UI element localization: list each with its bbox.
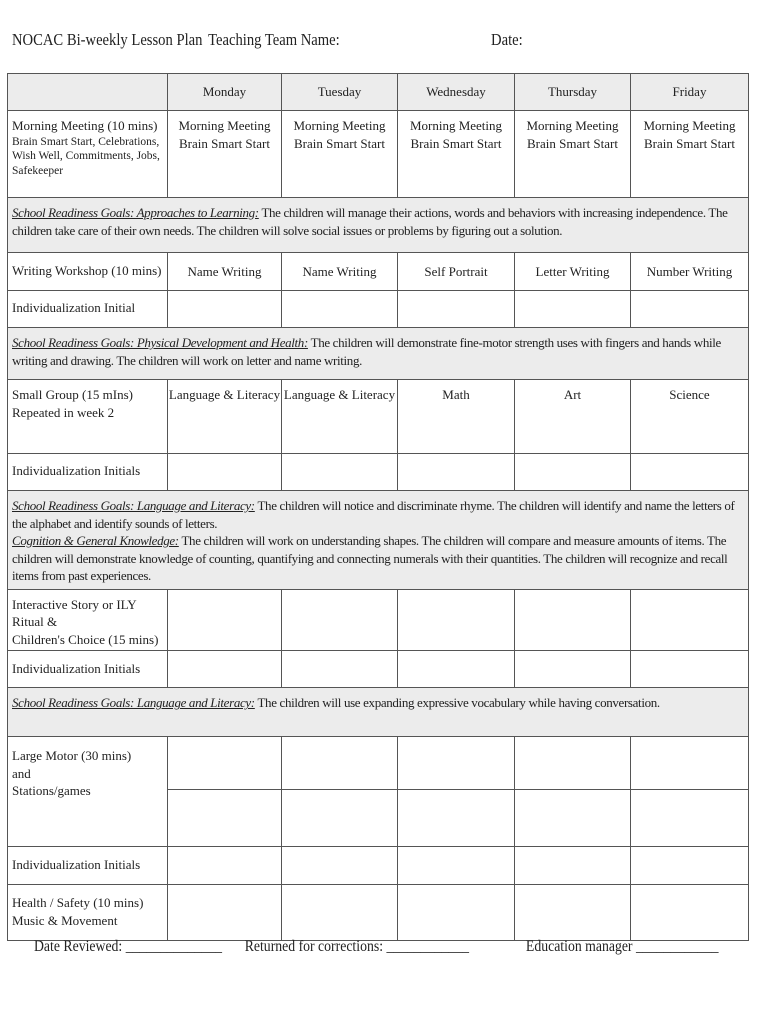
individualization-cell[interactable] <box>515 454 631 491</box>
individualization-cell[interactable] <box>398 651 515 688</box>
health-safety-label: Health / Safety (10 mins) <box>12 895 144 911</box>
stations-cell[interactable] <box>398 790 515 847</box>
cell-line: Morning Meeting <box>643 118 736 133</box>
returned-for-corrections-field[interactable]: Returned for corrections: ____________ <box>244 938 470 955</box>
individualization-cell[interactable] <box>398 291 515 328</box>
stations-cell[interactable] <box>282 790 398 847</box>
story-cell[interactable] <box>398 589 515 651</box>
goal-text: The children will manage their actions, words and behaviors with increasing independence. The children take care of their own needs. The children will solve social issues or problems by figuring out a solution. <box>12 205 728 238</box>
large-motor-label-cell <box>8 737 168 847</box>
writing-cell-tuesday[interactable]: Name Writing <box>282 253 398 291</box>
large-motor-cell[interactable] <box>282 737 398 790</box>
day-header-monday: Monday <box>168 74 282 111</box>
health-safety-cell[interactable] <box>631 885 749 941</box>
individualization-cell[interactable] <box>282 651 398 688</box>
small-group-cell-friday[interactable]: Science <box>631 380 749 454</box>
individualization-cell[interactable] <box>282 291 398 328</box>
large-motor-stations: Stations/games <box>12 783 91 799</box>
cell-line: Brain Smart Start <box>179 135 270 151</box>
small-group-row <box>8 380 749 454</box>
cell-line: Brain Smart Start <box>410 135 502 151</box>
stations-cell[interactable] <box>631 790 749 847</box>
goal-literacy-cognition-row <box>8 491 749 590</box>
large-motor-cell[interactable] <box>168 737 282 790</box>
individualization-row-2 <box>8 454 749 491</box>
music-movement-label: Music & Movement <box>12 912 118 928</box>
lesson-plan-table <box>7 73 749 941</box>
small-group-sublabel: Repeated in week 2 <box>12 404 115 420</box>
health-safety-cell[interactable] <box>515 885 631 941</box>
morning-meeting-cell[interactable] <box>631 111 749 198</box>
education-manager-field[interactable]: Education manager ____________ <box>525 938 719 955</box>
story-cell[interactable] <box>631 589 749 651</box>
individualization-cell[interactable] <box>282 847 398 885</box>
individualization-label: Individualization Initials <box>8 454 168 491</box>
goal-title: School Readiness Goals: Physical Development and Health: <box>12 335 308 350</box>
writing-cell-wednesday[interactable]: Self Portrait <box>398 253 515 291</box>
individualization-row-1 <box>8 291 749 328</box>
individualization-cell[interactable] <box>282 454 398 491</box>
goal-text: The children will work on understanding shapes. The children will compare and measure amounts of items. The children will demonstrate knowledge of counting, quantifying and connecting numerals with their quantities. The children will recognize and recall items from past experiences. <box>12 533 728 584</box>
goal-text: The children will demonstrate fine-motor strength uses with fingers and hands while writing and drawing. The children will work on letter and name writing. <box>12 335 721 368</box>
individualization-row-4 <box>8 847 749 885</box>
individualization-row-3 <box>8 651 749 688</box>
writing-workshop-label: Writing Workshop (10 mins) <box>8 253 168 291</box>
cell-line: Brain Smart Start <box>294 135 385 151</box>
small-group-cell-thursday[interactable]: Art <box>515 380 631 454</box>
cell-line: Brain Smart Start <box>527 135 618 151</box>
day-header-row <box>8 74 749 111</box>
day-header-tuesday: Tuesday <box>282 74 398 111</box>
day-header-wednesday: Wednesday <box>398 74 515 111</box>
story-cell[interactable] <box>282 589 398 651</box>
goal-expressive-vocabulary <box>8 688 749 737</box>
individualization-cell[interactable] <box>168 291 282 328</box>
page-header <box>12 30 654 56</box>
story-cell[interactable] <box>515 589 631 651</box>
day-header-thursday: Thursday <box>515 74 631 111</box>
goal-literacy-and-cognition <box>8 491 749 590</box>
day-header-friday: Friday <box>631 74 749 111</box>
health-safety-row <box>8 885 749 941</box>
morning-meeting-label: Morning Meeting (10 mins) <box>12 118 158 133</box>
large-motor-and: and <box>12 765 31 781</box>
individualization-cell[interactable] <box>631 651 749 688</box>
story-label: Interactive Story or ILY Ritual & <box>12 596 137 630</box>
goal-physical-row <box>8 328 749 380</box>
small-group-label-cell <box>8 380 168 454</box>
health-safety-cell[interactable] <box>282 885 398 941</box>
morning-meeting-cell[interactable] <box>282 111 398 198</box>
large-motor-row <box>8 737 749 790</box>
stations-cell[interactable] <box>168 790 282 847</box>
individualization-cell[interactable] <box>168 847 282 885</box>
goal-vocabulary-row <box>8 688 749 737</box>
small-group-label: Small Group (15 mIns) <box>12 387 133 402</box>
individualization-cell[interactable] <box>631 847 749 885</box>
health-safety-cell[interactable] <box>168 885 282 941</box>
morning-meeting-cell[interactable] <box>515 111 631 198</box>
individualization-cell[interactable] <box>398 847 515 885</box>
health-safety-cell[interactable] <box>398 885 515 941</box>
story-row <box>8 589 749 651</box>
individualization-label: Individualization Initials <box>8 847 168 885</box>
goal-title: School Readiness Goals: Approaches to Learning: <box>12 205 259 220</box>
individualization-cell[interactable] <box>631 454 749 491</box>
goal-title: School Readiness Goals: Language and Literacy: <box>12 498 255 513</box>
individualization-cell[interactable] <box>515 291 631 328</box>
small-group-cell-wednesday[interactable]: Math <box>398 380 515 454</box>
teaching-team-name-label: Teaching Team Name: <box>208 30 340 49</box>
writing-workshop-row <box>8 253 749 291</box>
large-motor-cell[interactable] <box>631 737 749 790</box>
cell-line: Morning Meeting <box>178 118 271 133</box>
goal-approaches-row <box>8 198 749 253</box>
goal-title: Cognition & General Knowledge: <box>12 533 179 549</box>
individualization-cell[interactable] <box>168 454 282 491</box>
large-motor-cell[interactable] <box>515 737 631 790</box>
individualization-cell[interactable] <box>515 651 631 688</box>
cell-line: Morning Meeting <box>409 118 503 133</box>
small-group-cell-monday[interactable]: Language & Literacy <box>168 380 282 454</box>
morning-meeting-sublabel: Brain Smart Start, Celebrations, Wish Well, Commitments, Jobs, Safekeeper <box>12 135 160 178</box>
writing-cell-monday[interactable]: Name Writing <box>168 253 282 291</box>
individualization-cell[interactable] <box>398 454 515 491</box>
date-reviewed-field[interactable]: Date Reviewed: ______________ <box>34 938 223 955</box>
story-label-cell <box>8 589 168 651</box>
goal-text: The children will use expanding expressive vocabulary while having conversation. <box>254 695 660 711</box>
cell-line: Morning Meeting <box>293 118 386 133</box>
health-safety-label-cell <box>8 885 168 941</box>
story-cell[interactable] <box>168 589 282 651</box>
date-label: Date: <box>491 30 523 49</box>
individualization-label: Individualization Initials <box>8 651 168 688</box>
story-sublabel: Children's Choice (15 mins) <box>12 631 159 647</box>
individualization-cell[interactable] <box>168 651 282 688</box>
individualization-cell[interactable] <box>515 847 631 885</box>
individualization-cell[interactable] <box>631 291 749 328</box>
morning-meeting-cell[interactable] <box>168 111 282 198</box>
morning-meeting-cell[interactable] <box>398 111 515 198</box>
stations-cell[interactable] <box>515 790 631 847</box>
writing-cell-friday[interactable]: Number Writing <box>631 253 749 291</box>
small-group-cell-tuesday[interactable]: Language & Literacy <box>282 380 398 454</box>
cell-line: Brain Smart Start <box>644 135 735 151</box>
goal-approaches-to-learning <box>8 198 749 253</box>
page-footer <box>34 938 719 960</box>
goal-text: The children will notice and discriminate rhyme. The children will identify and name the letters of the alphabet and identify sounds of letters. <box>12 498 735 531</box>
document-title: NOCAC Bi-weekly Lesson Plan <box>12 30 203 49</box>
large-motor-cell[interactable] <box>398 737 515 790</box>
goal-physical-development <box>8 328 749 380</box>
individualization-label: Individualization Initial <box>8 291 168 328</box>
morning-meeting-label-cell <box>8 111 168 198</box>
goal-title: School Readiness Goals: Language and Literacy: <box>12 695 255 711</box>
corner-cell <box>8 74 168 111</box>
cell-line: Morning Meeting <box>526 118 619 133</box>
large-motor-label: Large Motor (30 mins) <box>12 748 132 764</box>
morning-meeting-row <box>8 111 749 198</box>
writing-cell-thursday[interactable]: Letter Writing <box>515 253 631 291</box>
